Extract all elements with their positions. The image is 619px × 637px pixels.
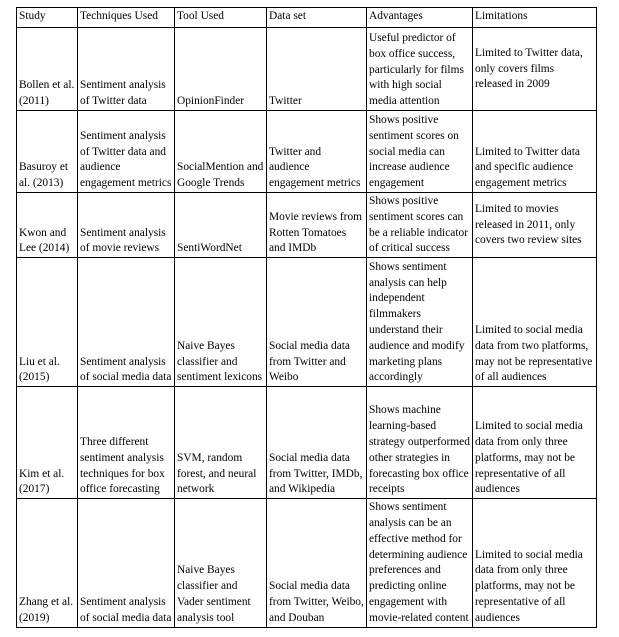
- tool-cell: OpinionFinder: [175, 28, 267, 111]
- study-cell: Kim et al. (2017): [17, 387, 78, 499]
- header-tool-used: Tool Used: [175, 8, 267, 28]
- advantages-cell: Shows machine learning-based strategy outperformed other strategies in forecasting box office receipts: [367, 387, 473, 499]
- table-row: [17, 28, 597, 111]
- tool-cell: Naive Bayes classifier and Vader sentiment analysis tool: [175, 499, 267, 627]
- advantages-cell: Shows positive sentiment scores on social media can increase audience engagement: [367, 111, 473, 193]
- literature-comparison-table: [16, 7, 597, 628]
- techniques-cell: Sentiment analysis of Twitter data and audience engagement metrics: [78, 111, 175, 193]
- table-row: [17, 499, 597, 627]
- limitations-cell: Limited to social media data from two platforms, may not be representative of all audiences: [473, 258, 597, 387]
- techniques-cell: Sentiment analysis of social media data: [78, 499, 175, 627]
- table-row: [17, 258, 597, 387]
- tool-cell: Naive Bayes classifier and sentiment lexicons: [175, 258, 267, 387]
- study-cell: Zhang et al. (2019): [17, 499, 78, 627]
- tool-cell: SocialMention and Google Trends: [175, 111, 267, 193]
- advantages-cell: Useful predictor of box office success, particularly for films with high social media attention: [367, 28, 473, 111]
- header-techniques-used: Techniques Used: [78, 8, 175, 28]
- study-cell: Liu et al. (2015): [17, 258, 78, 387]
- tool-cell: SentiWordNet: [175, 193, 267, 258]
- table-row: [17, 193, 597, 258]
- advantages-cell: Shows sentiment analysis can be an effective method for determining audience preferences and predicting online engagement with movie-related content: [367, 499, 473, 627]
- limitations-cell: Limited to movies released in 2011, only covers two review sites: [473, 193, 597, 258]
- advantages-cell: Shows positive sentiment scores can be a reliable indicator of critical success: [367, 193, 473, 258]
- comparison-table-container: [16, 7, 597, 628]
- dataset-cell: Social media data from Twitter and Weibo: [267, 258, 367, 387]
- techniques-cell: Sentiment analysis of Twitter data: [78, 28, 175, 111]
- header-study: Study: [17, 8, 78, 28]
- table-row: [17, 111, 597, 193]
- dataset-cell: Twitter: [267, 28, 367, 111]
- dataset-cell: Movie reviews from Rotten Tomatoes and IMDb: [267, 193, 367, 258]
- limitations-cell: Limited to social media data from only three platforms, may not be representative of all audiences: [473, 499, 597, 627]
- advantages-cell: Shows sentiment analysis can help independent filmmakers understand their audience and modify marketing plans accordingly: [367, 258, 473, 387]
- limitations-cell: Limited to Twitter data and specific audience engagement metrics: [473, 111, 597, 193]
- limitations-cell: Limited to Twitter data, only covers films released in 2009: [473, 28, 597, 111]
- table-header-row: [17, 8, 597, 28]
- table-row: [17, 387, 597, 499]
- header-limitations: Limitations: [473, 8, 597, 28]
- study-cell: Bollen et al. (2011): [17, 28, 78, 111]
- dataset-cell: Social media data from Twitter, IMDb, and Wikipedia: [267, 387, 367, 499]
- dataset-cell: Social media data from Twitter, Weibo, and Douban: [267, 499, 367, 627]
- techniques-cell: Sentiment analysis of social media data: [78, 258, 175, 387]
- techniques-cell: Three different sentiment analysis techniques for box office forecasting: [78, 387, 175, 499]
- study-cell: Kwon and Lee (2014): [17, 193, 78, 258]
- header-data-set: Data set: [267, 8, 367, 28]
- limitations-cell: Limited to social media data from only three platforms, may not be representative of all audiences: [473, 387, 597, 499]
- dataset-cell: Twitter and audience engagement metrics: [267, 111, 367, 193]
- study-cell: Basuroy et al. (2013): [17, 111, 78, 193]
- tool-cell: SVM, random forest, and neural network: [175, 387, 267, 499]
- techniques-cell: Sentiment analysis of movie reviews: [78, 193, 175, 258]
- header-advantages: Advantages: [367, 8, 473, 28]
